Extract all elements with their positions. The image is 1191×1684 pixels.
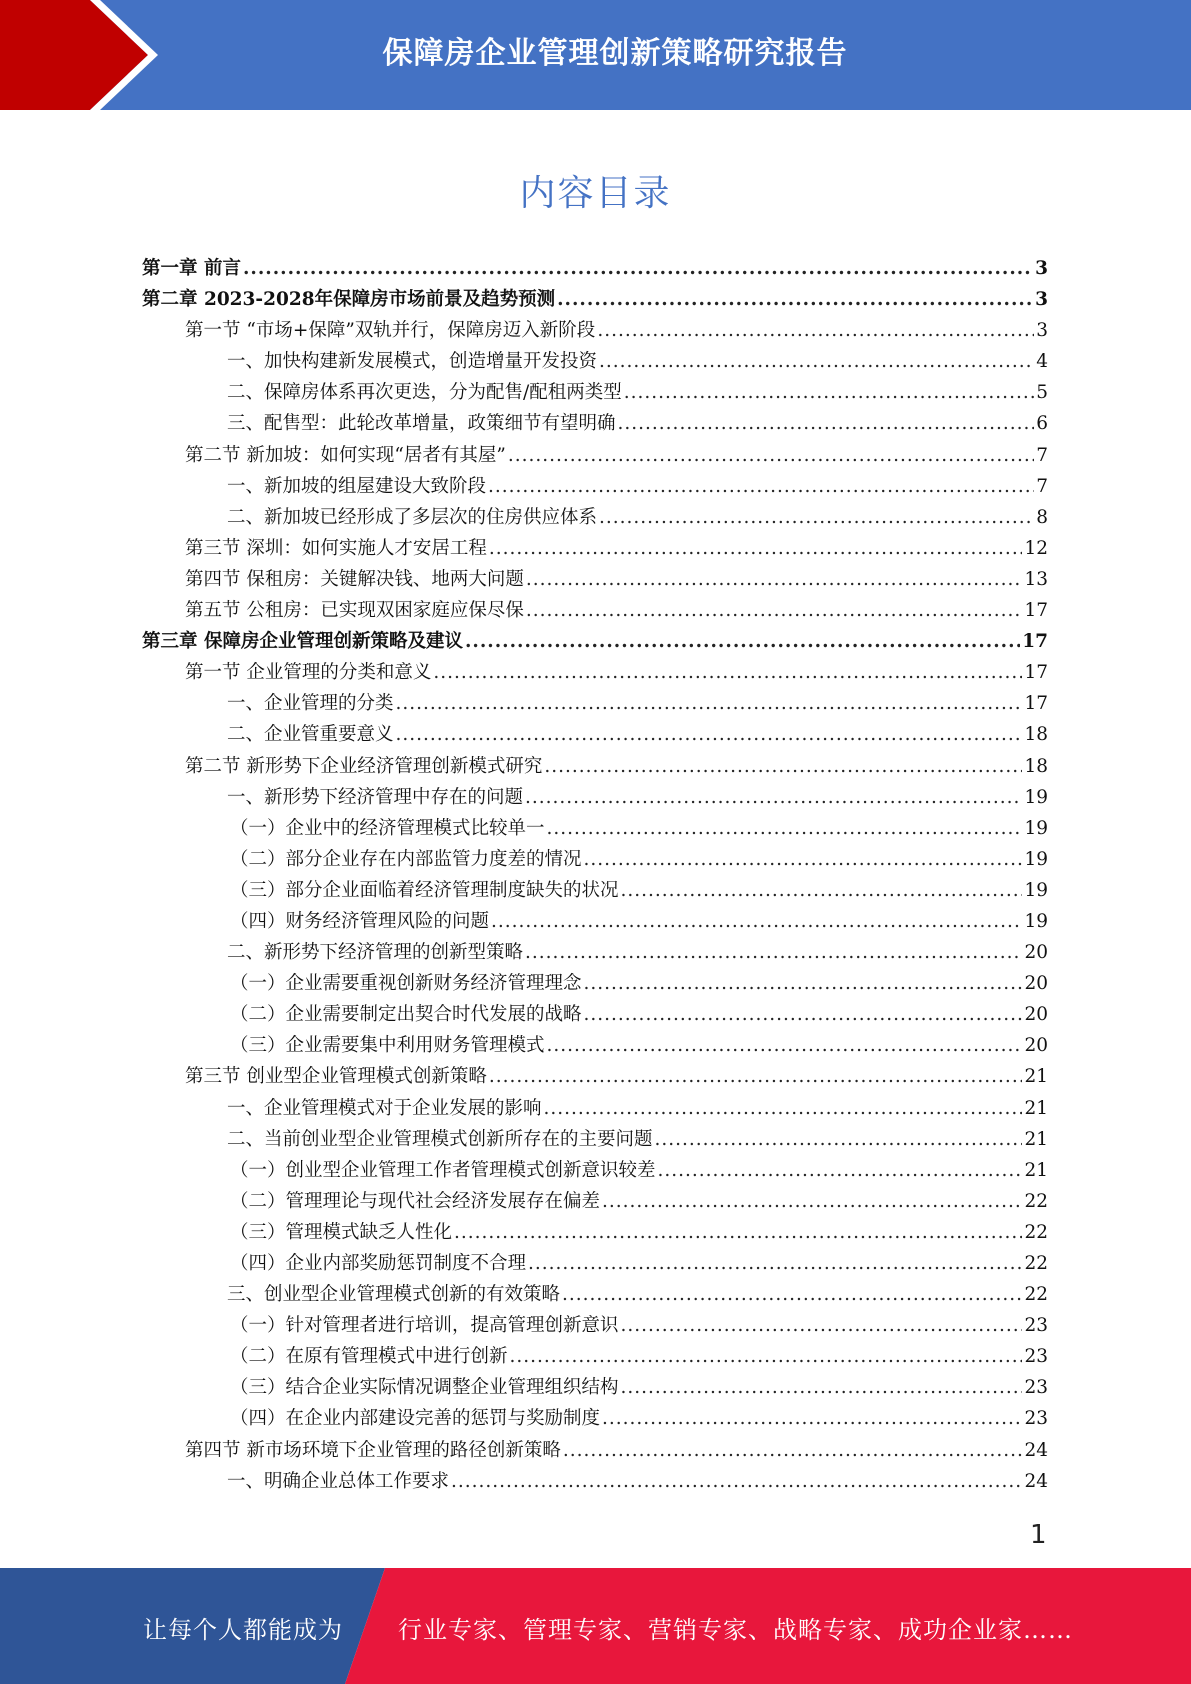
toc-entry-title: （三）管理模式缺乏人性化 (230, 1221, 453, 1243)
toc-dot-leader (602, 1191, 1022, 1212)
toc-entry[interactable] (142, 472, 1048, 503)
toc-entry-page: 3 (1035, 258, 1048, 279)
toc-dot-leader (599, 351, 1034, 372)
toc-entry[interactable] (142, 1404, 1048, 1435)
toc-dot-leader (491, 911, 1022, 932)
toc-entry-page: 19 (1024, 817, 1048, 839)
toc-entry-page: 19 (1024, 786, 1048, 808)
toc-dot-leader (243, 258, 1033, 279)
toc-entry-title: （四）财务经济管理风险的问题 (230, 910, 490, 932)
toc-dot-leader (526, 600, 1023, 621)
toc-dot-leader (544, 1098, 1023, 1119)
toc-entry[interactable] (142, 565, 1048, 596)
toc-entry-title: 一、企业管理模式对于企业发展的影响 (227, 1097, 542, 1119)
toc-entry-page: 4 (1036, 351, 1048, 373)
toc-entry-page: 22 (1024, 1253, 1048, 1274)
toc-entry-page: 19 (1024, 848, 1048, 870)
toc-entry[interactable] (142, 1000, 1048, 1031)
page-number: 1 (1030, 1520, 1047, 1550)
toc-entry-page: 22 (1024, 1190, 1048, 1212)
toc-entry-title: 第一章 前言 (142, 258, 241, 279)
toc-entry-title: 第四节 新市场环境下企业管理的路径创新策略 (185, 1439, 561, 1461)
toc-dot-leader (547, 818, 1023, 839)
red-arrow-shape (0, 0, 148, 110)
toc-dot-leader (396, 724, 1023, 745)
toc-entry[interactable] (142, 1467, 1048, 1498)
toc-entry-title: 二、新加坡已经形成了多层次的住房供应体系 (227, 506, 598, 528)
toc-entry-page: 24 (1024, 1470, 1048, 1492)
toc-entry-title: （三）企业需要集中利用财务管理模式 (230, 1035, 545, 1057)
toc-entry[interactable] (142, 285, 1048, 316)
toc-dot-leader (599, 507, 1034, 528)
toc-dot-leader (562, 1284, 1022, 1305)
toc-dot-leader (618, 413, 1035, 434)
toc-entry-title: 三、配售型：此轮改革增量，政策细节有望明确 (227, 413, 616, 435)
toc-entry[interactable] (142, 441, 1048, 472)
toc-dot-leader (621, 880, 1023, 901)
toc-entry-title: 一、新形势下经济管理中存在的问题 (227, 786, 524, 808)
toc-entry[interactable] (142, 627, 1048, 658)
toc-dot-leader (557, 289, 1033, 310)
toc-entry[interactable] (142, 1094, 1048, 1125)
toc-entry-page: 21 (1024, 1128, 1048, 1150)
footer-slogan-left: 让每个人都能成为 (143, 1616, 343, 1644)
toc-entry[interactable] (142, 596, 1048, 627)
toc-entry[interactable] (142, 1342, 1048, 1373)
toc-entry-page: 18 (1024, 755, 1048, 777)
toc-entry-page: 21 (1024, 1097, 1048, 1119)
toc-entry-title: （二）企业需要制定出契合时代发展的战略 (230, 1004, 582, 1026)
toc-entry-page: 7 (1036, 475, 1048, 497)
toc-entry[interactable] (142, 783, 1048, 814)
toc-entry[interactable] (142, 1125, 1048, 1156)
toc-entry-title: 二、当前创业型企业管理模式创新所存在的主要问题 (227, 1128, 653, 1150)
toc-entry[interactable] (142, 254, 1048, 285)
toc-entry-page: 17 (1024, 693, 1048, 715)
toc-entry-page: 20 (1024, 942, 1048, 964)
toc-entry-page: 20 (1024, 1035, 1048, 1057)
toc-dot-leader (525, 787, 1022, 808)
toc-heading: 内容目录 (519, 173, 672, 214)
toc-entry-title: 一、新加坡的组屋建设大致阶段 (227, 475, 487, 497)
toc-entry-page: 21 (1024, 1159, 1048, 1181)
toc-entry-title: 二、企业管重要意义 (227, 724, 394, 746)
toc-entry[interactable] (142, 1187, 1048, 1218)
toc-dot-leader (396, 693, 1023, 714)
toc-entry-title: 第一节 “市场+保障”双轨并行，保障房迈入新阶段 (185, 320, 596, 342)
toc-entry[interactable] (142, 658, 1048, 689)
toc-entry-page: 23 (1024, 1408, 1048, 1430)
toc-dot-leader (526, 569, 1023, 590)
toc-entry-title: （一）创业型企业管理工作者管理模式创新意识较差 (230, 1159, 656, 1181)
toc-entry-title: （二）部分企业存在内部监管力度差的情况 (230, 848, 582, 870)
toc-dot-leader (621, 1315, 1023, 1336)
toc-dot-leader (584, 849, 1023, 870)
toc-entry[interactable] (142, 1249, 1048, 1280)
toc-entry-title: （四）在企业内部建设完善的惩罚与奖励制度 (230, 1408, 601, 1430)
toc-entry-page: 22 (1024, 1221, 1048, 1243)
toc-entry[interactable] (142, 1218, 1048, 1249)
toc-dot-leader (621, 1377, 1023, 1398)
toc-entry-page: 20 (1024, 973, 1048, 995)
toc-dot-leader (602, 1408, 1022, 1429)
toc-dot-leader (451, 1471, 1022, 1492)
toc-entry-page: 23 (1024, 1315, 1048, 1337)
toc-dot-leader (563, 1440, 1023, 1461)
toc-entry-page: 21 (1024, 1066, 1048, 1088)
toc-entry-page: 24 (1024, 1439, 1048, 1461)
toc-entry-page: 17 (1024, 600, 1048, 622)
toc-entry[interactable] (142, 876, 1048, 907)
toc-entry[interactable] (142, 1373, 1048, 1404)
toc-entry-page: 19 (1024, 910, 1048, 932)
toc-entry-title: 第五节 公租房：已实现双困家庭应保尽保 (185, 600, 524, 622)
report-title: 保障房企业管理创新策略研究报告 (382, 36, 848, 71)
toc-entry-page: 17 (1022, 631, 1048, 653)
toc-entry[interactable] (142, 378, 1048, 409)
toc-entry-page: 6 (1036, 413, 1048, 435)
toc-entry[interactable] (142, 845, 1048, 876)
toc-dot-leader (624, 382, 1034, 403)
table-of-contents (142, 254, 1048, 1498)
toc-entry[interactable] (142, 503, 1048, 534)
toc-entry-title: （一）针对管理者进行培训，提高管理创新意识 (230, 1315, 619, 1337)
toc-dot-leader (528, 1253, 1022, 1274)
toc-entry-title: 三、创业型企业管理模式创新的有效策略 (227, 1284, 561, 1306)
toc-entry-page: 13 (1024, 568, 1048, 590)
toc-entry-title: 第二章 2023-2028年保障房市场前景及趋势预测 (142, 289, 556, 311)
toc-entry[interactable] (142, 409, 1048, 440)
toc-entry-page: 8 (1036, 506, 1048, 528)
toc-entry-title: （二）管理理论与现代社会经济发展存在偏差 (230, 1190, 601, 1212)
toc-dot-leader (508, 445, 1034, 466)
toc-entry[interactable] (142, 1311, 1048, 1342)
toc-entry-page: 3 (1036, 320, 1048, 342)
toc-entry-title: 一、企业管理的分类 (227, 693, 394, 715)
toc-entry-title: 第三节 创业型企业管理模式创新策略 (185, 1066, 487, 1088)
toc-dot-leader (454, 1222, 1022, 1243)
toc-dot-leader (584, 1004, 1023, 1025)
toc-entry[interactable] (142, 752, 1048, 783)
toc-entry-page: 23 (1024, 1377, 1048, 1399)
toc-dot-leader (658, 1160, 1023, 1181)
toc-entry-page: 22 (1024, 1284, 1048, 1306)
toc-dot-leader (433, 662, 1022, 683)
toc-entry-title: （三）部分企业面临着经济管理制度缺失的状况 (230, 879, 619, 901)
toc-entry-title: （二）在原有管理模式中进行创新 (230, 1346, 508, 1368)
toc-entry[interactable] (142, 1280, 1048, 1311)
toc-entry-title: 第一节 企业管理的分类和意义 (185, 662, 432, 684)
toc-entry-page: 7 (1036, 444, 1048, 466)
toc-dot-leader (465, 631, 1020, 652)
toc-dot-leader (584, 973, 1023, 994)
toc-dot-leader (597, 320, 1034, 341)
toc-entry-title: 第四节 保租房：关键解决钱、地两大问题 (185, 568, 524, 590)
toc-entry-title: 二、新形势下经济管理的创新型策略 (227, 942, 524, 964)
toc-entry-page: 23 (1024, 1346, 1048, 1368)
toc-entry-title: 一、明确企业总体工作要求 (227, 1470, 450, 1492)
toc-dot-leader (547, 1035, 1023, 1056)
toc-dot-leader (525, 942, 1022, 963)
toc-dot-leader (488, 476, 1034, 497)
toc-entry-title: （一）企业中的经济管理模式比较单一 (230, 817, 545, 839)
toc-entry[interactable] (142, 534, 1048, 565)
toc-dot-leader (510, 1346, 1023, 1367)
toc-dot-leader (544, 756, 1022, 777)
toc-entry[interactable] (142, 969, 1048, 1000)
toc-entry[interactable] (142, 689, 1048, 720)
toc-entry-title: （三）结合企业实际情况调整企业管理组织结构 (230, 1377, 619, 1399)
toc-entry[interactable] (142, 1436, 1048, 1467)
toc-entry-page: 19 (1024, 879, 1048, 901)
toc-dot-leader (489, 538, 1023, 559)
toc-entry[interactable] (142, 347, 1048, 378)
toc-entry-title: （四）企业内部奖励惩罚制度不合理 (230, 1253, 527, 1274)
header-band (0, 0, 1191, 110)
footer-slogan-right: 行业专家、管理专家、营销专家、战略专家、成功企业家…… (398, 1616, 1073, 1644)
toc-entry-page: 17 (1024, 662, 1048, 684)
toc-entry-title: 一、加快构建新发展模式，创造增量开发投资 (227, 351, 598, 373)
toc-entry-title: 第二节 新形势下企业经济管理创新模式研究 (185, 755, 543, 777)
toc-entry-page: 5 (1036, 382, 1048, 404)
toc-entry[interactable] (142, 720, 1048, 751)
toc-entry-title: 第三章 保障房企业管理创新策略及建议 (142, 631, 463, 653)
toc-entry-title: 第二节 新加坡：如何实现“居者有其屋” (185, 444, 506, 466)
toc-entry[interactable] (142, 814, 1048, 845)
toc-dot-leader (655, 1129, 1023, 1150)
toc-entry[interactable] (142, 316, 1048, 347)
toc-entry-page: 18 (1024, 724, 1048, 746)
toc-entry[interactable] (142, 1062, 1048, 1093)
toc-entry[interactable] (142, 1031, 1048, 1062)
toc-entry-page: 3 (1035, 289, 1048, 311)
toc-dot-leader (489, 1066, 1023, 1087)
toc-entry[interactable] (142, 1156, 1048, 1187)
toc-entry[interactable] (142, 907, 1048, 938)
toc-entry-title: 二、保障房体系再次更迭，分为配售/配租两类型 (227, 382, 622, 404)
toc-entry-title: （一）企业需要重视创新财务经济管理理念 (230, 973, 582, 995)
footer-band (0, 1568, 1191, 1684)
toc-entry[interactable] (142, 938, 1048, 969)
toc-entry-page: 12 (1024, 537, 1048, 559)
toc-entry-title: 第三节 深圳：如何实施人才安居工程 (185, 537, 487, 559)
toc-entry-page: 20 (1024, 1004, 1048, 1026)
